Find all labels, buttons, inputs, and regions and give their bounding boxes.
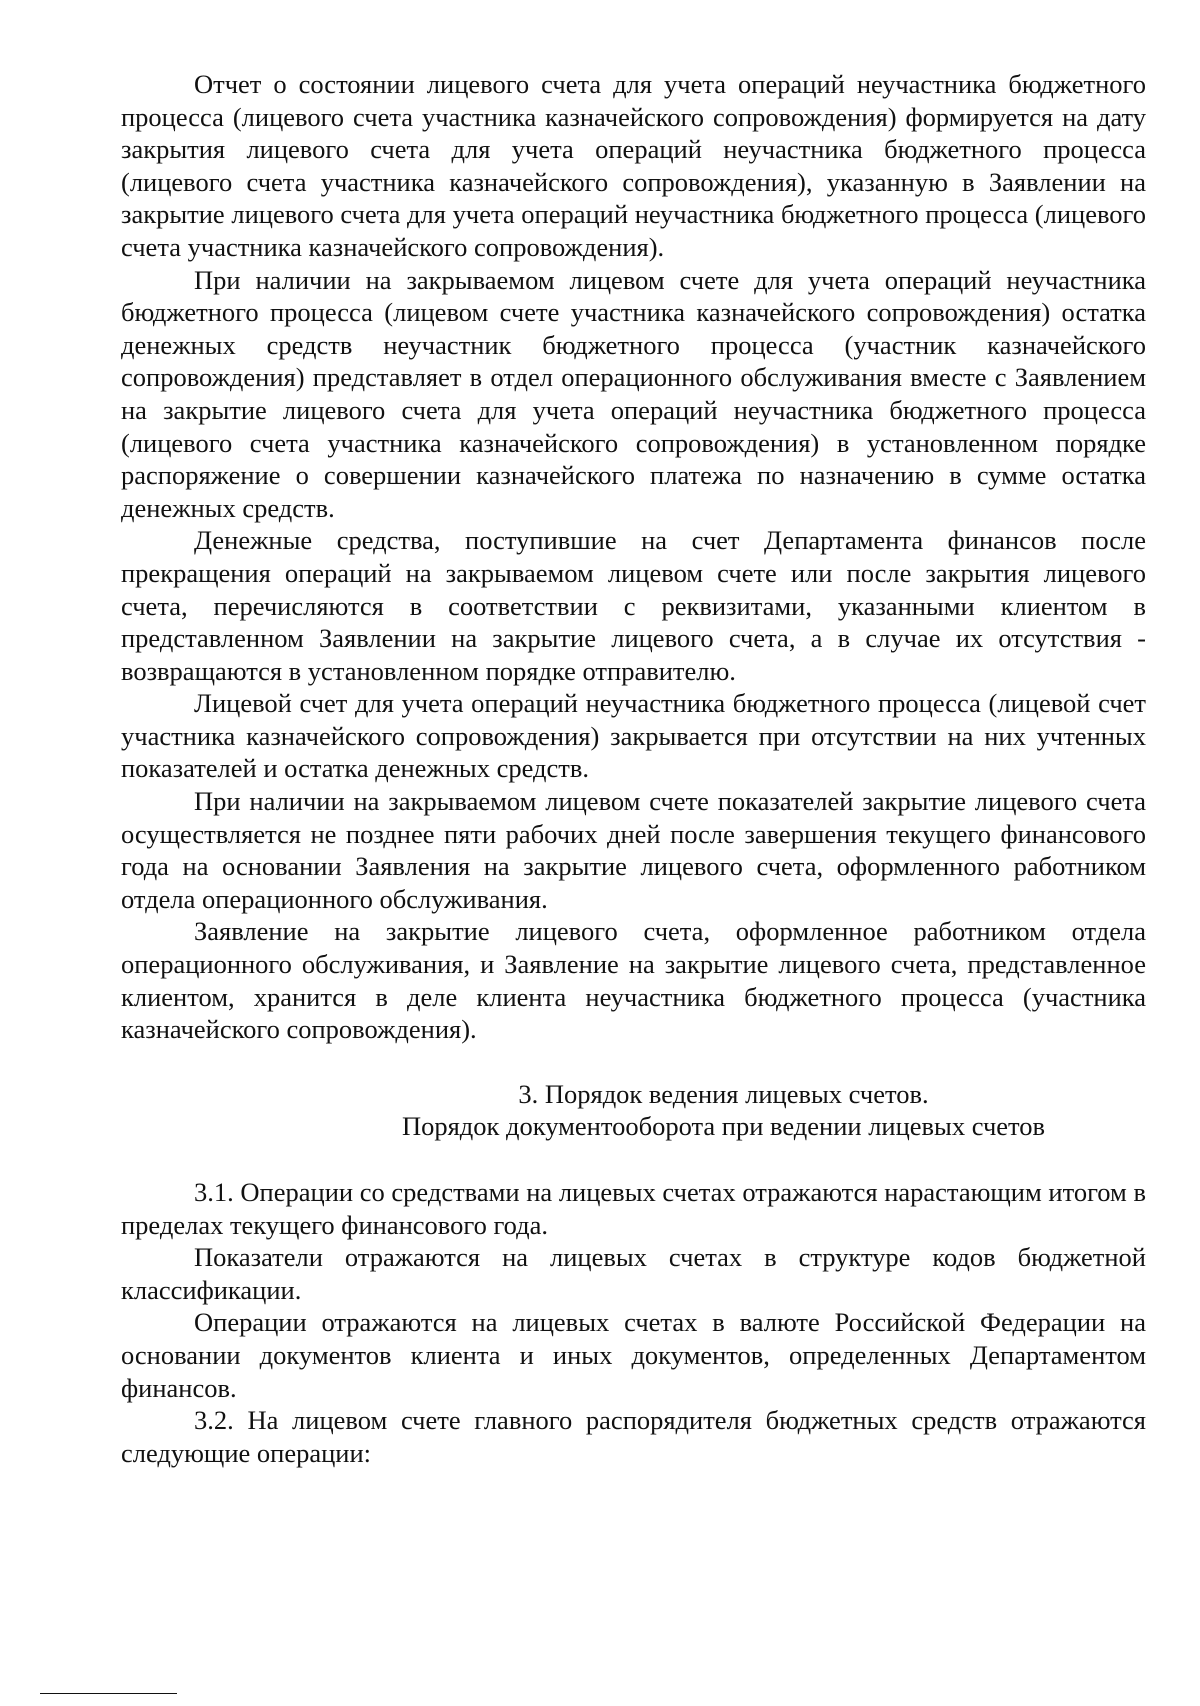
section-heading — [121, 1078, 1146, 1143]
paragraph-3-2: 3.2. На лицевом счете главного распорядителя бюджетных средств отражаются следующие операции: — [121, 1405, 1146, 1468]
paragraph-application-storage: Заявление на закрытие лицевого счета, оформленное работником отдела операционного обслуживания, и Заявление на закрытие лицевого счета, представленное клиентом, хранится в деле клиента неучастника бюджетного процесса (участника казначейского сопровождения). — [121, 916, 1146, 1045]
section-heading-line-1: 3. Порядок ведения лицевых счетов. — [518, 1078, 929, 1109]
paragraph-account-closing: Лицевой счет для учета операций неучастника бюджетного процесса (лицевой счет участника казначейского сопровождения) закрывается при отсутствии на них учтенных показателей и остатка денежных средств. — [121, 688, 1146, 784]
paragraph-currency: Операции отражаются на лицевых счетах в валюте Российской Федерации на основании документов клиента и иных документов, определенных Департаментом финансов. — [121, 1307, 1146, 1403]
paragraph-account-report: Отчет о состоянии лицевого счета для учета операций неучастника бюджетного процесса (лицевого счета участника казначейского сопровождения) формируется на дату закрытия лицевого счета для учета операций неучастника бюджетного процесса (лицевого счета участника казначейского сопровождения), указанную в Заявлении на закрытие лицевого счета для учета операций неучастника бюджетного процесса (лицевого счета участника казначейского сопровождения). — [121, 69, 1146, 262]
paragraph-funds-received: Денежные средства, поступившие на счет Департамента финансов после прекращения операций на закрываемом лицевом счете или после закрытия лицевого счета, перечисляются в соответствии с реквизитами, указанными клиентом в представленном Заявлении на закрытие лицевого счета, а в случае их отсутствия - возвращаются в установленном порядке отправителю. — [121, 525, 1146, 686]
footnote-divider — [40, 1693, 177, 1694]
section-heading-line-2: Порядок документооборота при ведении лицевых счетов — [401, 1111, 1046, 1142]
paragraph-closing-deadline: При наличии на закрываемом лицевом счете показателей закрытие лицевого счета осуществляется не позднее пяти рабочих дней после завершения текущего финансового года на основании Заявления на закрытие лицевого счета, оформленного работником отдела операционного обслуживания. — [121, 786, 1146, 914]
paragraph-indicators: Показатели отражаются на лицевых счетах в структуре кодов бюджетной классификации. — [121, 1242, 1146, 1305]
paragraph-3-1: 3.1. Операции со средствами на лицевых счетах отражаются нарастающим итогом в пределах текущего финансового года. — [121, 1177, 1146, 1240]
document-body — [121, 68, 1146, 1469]
paragraph-balance-transfer: При наличии на закрываемом лицевом счете для учета операций неучастника бюджетного процесса (лицевом счете участника казначейского сопровождения) остатка денежных средств неучастник бюджетного процесса (участник казначейского сопровождения) представляет в отдел операционного обслуживания вместе с Заявлением на закрытие лицевого счета для учета операций неучастника бюджетного процесса (лицевого счета участника казначейского сопровождения) в установленном порядке распоряжение о совершении казначейского платежа по назначению в сумме остатка денежных средств. — [121, 264, 1146, 523]
